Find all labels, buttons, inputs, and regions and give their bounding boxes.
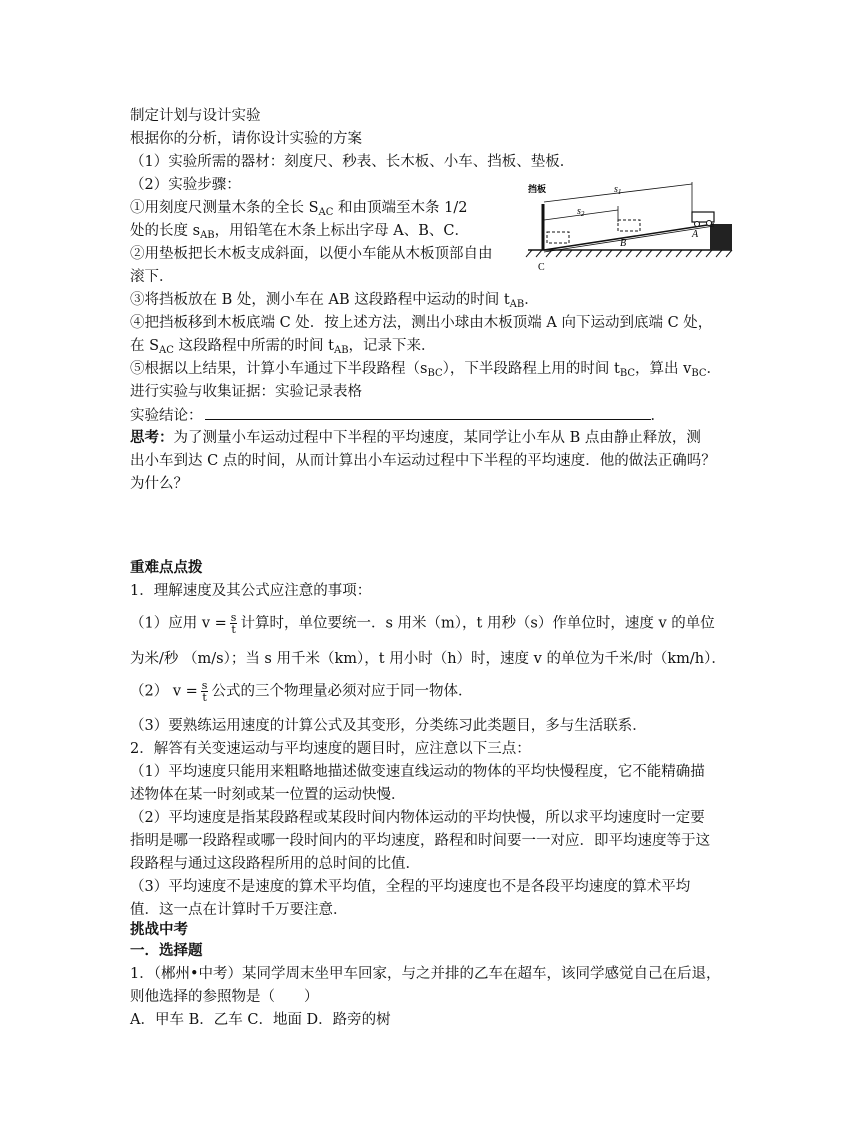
step-4b-text-mid: 这段路程中所需的时间 t (173, 338, 334, 354)
plan-heading: 制定计划与设计实验 (130, 108, 261, 124)
cart (692, 212, 714, 222)
fraction-denominator: t (231, 623, 236, 636)
step-5-line (130, 359, 721, 379)
formula-prefix: （2） v = (130, 683, 198, 700)
think-text-1: 为了测量小车运动过程中下半程的平均速度，某同学让小车从 B 点由静止释放，测 (173, 430, 701, 446)
step-5-text-d: ． (706, 361, 722, 377)
s1-label (614, 184, 621, 196)
conclusion-end: ． (650, 408, 665, 424)
avg-point-3-line-a: （3）平均速度不是速度的算术平均值，全程的平均速度也不是各段平均速度的算术平均 (130, 879, 691, 895)
s2-subscript: 2 (580, 210, 585, 218)
support-block (710, 224, 732, 250)
subscript: AC (318, 207, 334, 218)
fraction-numerator: s (201, 679, 208, 692)
key-point-2 (130, 680, 472, 703)
collect-line: 进行实验与收集证据：实验记录表格 (130, 384, 362, 400)
point-b-label: B (620, 238, 627, 249)
key-point-1-line-b: 为米/秒 （m/s）；当 s 用千米（km），t 用小时（h）时，速度 v 的单位为千米/时（km/h）． (130, 651, 726, 667)
avg-point-2-line-a: （2）平均速度是指某段路程或某段时间内物体运动的平均快慢，所以求平均速度时一定要 (130, 810, 705, 826)
section-heading: 一．选择题 (130, 942, 203, 959)
step-4b-text: 在 S (130, 338, 160, 354)
incline-experiment-figure (522, 180, 734, 276)
formula-prefix: （1）应用 v = (130, 615, 227, 632)
conclusion-blank (205, 405, 651, 420)
step-2-line-b: 滚下． (130, 269, 174, 285)
step-5-text-a: ⑤根据以上结果，计算小车通过下半段路程（s (130, 361, 428, 377)
s2-symbol: s (577, 206, 581, 217)
subscript: AC (159, 345, 174, 356)
step-3-line (130, 290, 539, 310)
s1-subscript: 1 (617, 188, 622, 196)
conclusion-label: 实验结论： (130, 408, 203, 424)
step-1a-text-end: 和由顶端至木条 1/2 (333, 200, 468, 216)
step-1a-text: ①用刻度尺测量木条的全长 S (130, 200, 319, 216)
think-line-1 (130, 428, 701, 448)
equipment-line: （1）实验所需的器材：刻度尺、秒表、长木板、小车、挡板、垫板． (130, 154, 575, 170)
cart-position-c (547, 232, 569, 243)
key-heading: 重难点点拨 (130, 559, 203, 576)
step-3-text: ③将挡板放在 B 处，测小车在 AB 这段路程中运动的时间 t (130, 292, 510, 308)
subscript: BC (427, 368, 443, 379)
steps-title: （2）实验步骤： (130, 177, 241, 193)
formula-fraction (230, 612, 238, 635)
step-1b-text-end: ，用铅笔在木条上标出字母 A、B、C． (214, 223, 469, 239)
step-5-text-b: ），下半段路程上用的时间 t (442, 361, 620, 377)
avg-point-2-line-c: 段路程与通过这段路程所用的总时间的比值． (130, 856, 420, 872)
fraction-numerator: s (230, 611, 237, 624)
key-point-1-line-a (130, 612, 715, 635)
incline-board-edge (544, 226, 714, 252)
key-point-1-text: 计算时，单位要统一．s 用米（m），t 用秒（s）作单位时，速度 v 的单位 (240, 615, 715, 632)
question-1-line-b: 则他选择的参照物是（ ） (130, 989, 319, 1005)
think-label: 思考： (130, 429, 174, 446)
challenge-heading: 挑战中考 (130, 921, 188, 938)
subscript: AB (333, 345, 349, 356)
avg-point-1-line-b: 述物体在某一时刻或某一位置的运动快慢． (130, 787, 406, 803)
s2-label (577, 206, 585, 218)
point-c-label: C (538, 262, 545, 273)
think-line-2: 出小车到达 C 点的时间，从而计算出小车运动过程中下半程的平均速度．他的做法正确吗？ (130, 453, 716, 469)
s1-symbol: s (614, 184, 618, 195)
think-line-3: 为什么？ (130, 476, 188, 492)
subscript: AB (509, 299, 525, 310)
cart-wheel (707, 221, 712, 226)
cart-position-b (618, 220, 640, 231)
point-a-label: A (692, 229, 699, 240)
step-1-line-a (130, 198, 467, 218)
step-5-text-c: ，算出 v (635, 361, 692, 377)
avg-point-1-line-a: （1）平均速度只能用来粗略地描述做变速直线运动的物体的平均快慢程度，它不能精确描 (130, 764, 705, 780)
step-4-line-a: ④把挡板移到木板底端 C 处．按上述方法，测出小球由木板顶端 A 向下运动到底端 C 处， (130, 315, 713, 331)
step-1-line-b (130, 221, 469, 241)
question-1-options: A．甲车 B．乙车 C．地面 D．路旁的树 (130, 1012, 391, 1028)
conclusion-line (130, 405, 665, 426)
fraction-denominator: t (202, 691, 207, 704)
avg-point-3-line-b: 值．这一点在计算时千万要注意． (130, 902, 348, 918)
key-point-2-text: 公式的三个物理量必须对应于同一物体． (211, 683, 473, 700)
formula-fraction (201, 680, 209, 703)
cart-wheel (695, 222, 700, 227)
step-2-line-a: ②用垫板把长木板支成斜面，以便小车能从木板顶部自由 (130, 246, 493, 262)
barrier-label: 挡板 (528, 185, 547, 195)
key-point-3: （3）要熟练运用速度的计算公式及其变形，分类练习此类题目，多与生活联系． (130, 718, 647, 734)
plan-intro: 根据你的分析，请你设计实验的方案 (130, 131, 362, 147)
key-item-1: 1．理解速度及其公式应注意的事项： (130, 583, 372, 599)
step-3-text-end: ． (524, 292, 539, 308)
step-1b-text: 处的长度 s (130, 223, 201, 239)
subscript: BC (619, 368, 636, 379)
question-1-line-a: 1．（郴州•中考）某同学周末坐甲车回家，与之并排的乙车在超车，该同学感觉自己在后退， (130, 966, 721, 982)
key-item-2: 2．解答有关变速运动与平均速度的题目时，应注意以下三点： (130, 741, 531, 757)
subscript: AB (200, 230, 215, 241)
step-4b-text-end: ，记录下来． (348, 338, 436, 354)
step-4-line-b (130, 336, 436, 356)
avg-point-2-line-b: 指明是哪一段路程或哪一段时间内的平均速度，路程和时间要一一对应．即平均速度等于这 (130, 833, 710, 849)
ground-hatching (526, 250, 732, 257)
subscript: BC (691, 368, 707, 379)
